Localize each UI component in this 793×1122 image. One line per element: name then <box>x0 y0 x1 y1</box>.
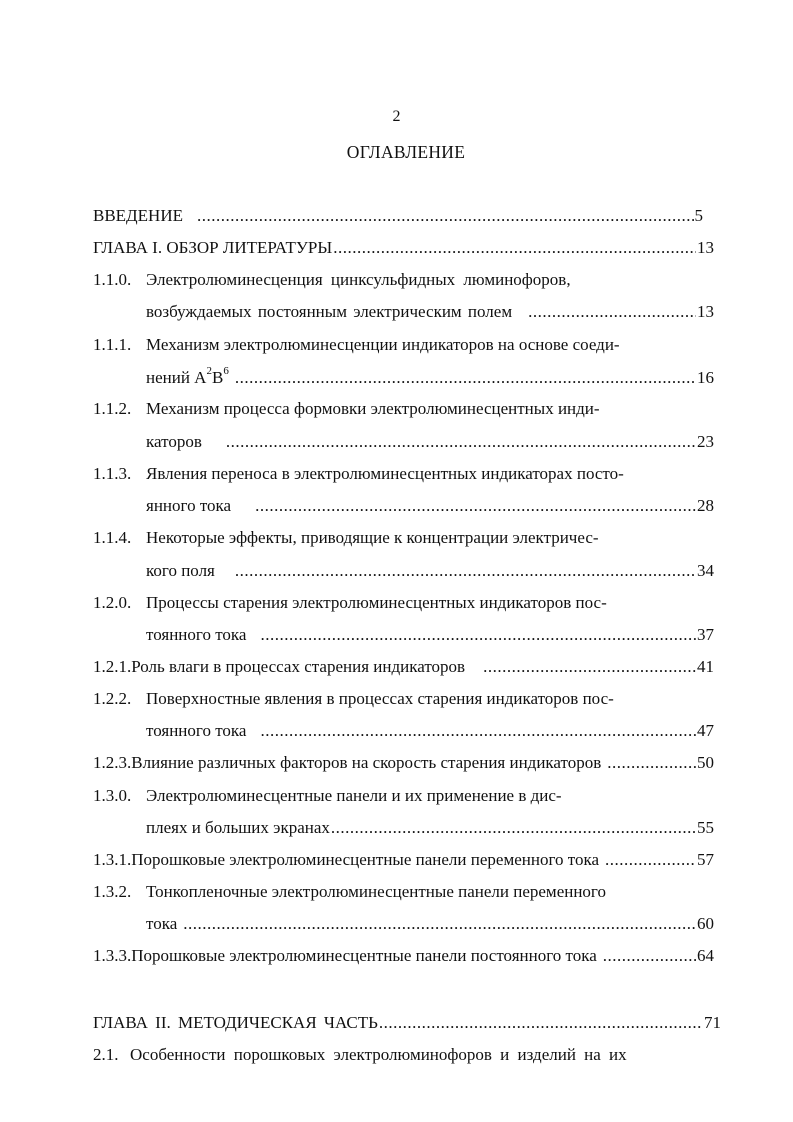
toc-entry-title-cont: плеях и больших экранах <box>146 818 330 837</box>
toc-entry-title-cont: возбуждаемых постоянным электрическим полем <box>146 302 513 321</box>
toc-entry-1-1-3[interactable] <box>93 463 714 485</box>
toc-page-number: 16 <box>697 368 714 387</box>
section-number: 1.2.1. <box>93 657 132 676</box>
section-number: 1.1.0. <box>93 270 132 289</box>
toc-entry-2-1[interactable] <box>93 1044 714 1066</box>
dot-leader <box>255 495 696 517</box>
toc-entry-1-1-2[interactable] <box>93 398 714 420</box>
toc-entry-1-1-1-cont[interactable] <box>146 367 714 389</box>
formula-superscript: 6 <box>223 365 229 378</box>
toc-entry-title: Процессы старения электролюминесцентных индикаторов пос- <box>146 593 607 612</box>
section-number: 1.3.2. <box>93 882 132 901</box>
toc-entry-title: Явления переноса в электролюминесцентных индикаторах посто- <box>146 464 624 483</box>
dot-leader <box>183 913 696 935</box>
toc-page-number: 64 <box>697 946 714 965</box>
toc-entry-1-1-0[interactable] <box>93 269 714 291</box>
toc-entry-title: Особенности порошковых электролюминофоров и изделий на их <box>130 1045 627 1064</box>
dot-leader <box>235 560 696 582</box>
toc-entry-intro[interactable] <box>93 205 703 227</box>
page-number: 2 <box>392 108 401 125</box>
toc-entry-title: Тонкопленочные электролюминесцентные панели переменного <box>146 882 606 901</box>
toc-page-number: 37 <box>697 625 714 644</box>
toc-entry-title: Некоторые эффекты, приводящие к концентрации электричес- <box>146 528 599 547</box>
toc-page-number: 47 <box>697 721 714 740</box>
section-number: 1.1.4. <box>93 528 132 547</box>
toc-entry-1-2-2-cont[interactable] <box>146 720 714 742</box>
dot-leader <box>603 945 696 967</box>
toc-entry-title: ВВЕДЕНИЕ <box>93 206 183 225</box>
toc-page-number: 60 <box>697 914 714 933</box>
section-number: 1.3.3. <box>93 946 132 965</box>
toc-page-number: 13 <box>697 238 714 257</box>
page-title: ОГЛАВЛЕНИЕ <box>346 142 466 162</box>
toc-entry-1-1-1[interactable] <box>93 334 714 356</box>
toc-page-number: 5 <box>694 206 703 225</box>
section-number: 1.1.1. <box>93 335 132 354</box>
toc-entry-title: ГЛАВА II. МЕТОДИЧЕСКАЯ ЧАСТЬ <box>93 1013 378 1032</box>
formula-part: B <box>211 368 224 387</box>
toc-entry-title: Поверхностные явления в процессах старения индикаторов пос- <box>146 689 614 708</box>
toc-page-number: 71 <box>704 1013 721 1032</box>
dot-leader <box>260 624 696 646</box>
section-number: 1.2.2. <box>93 689 132 708</box>
dot-leader <box>607 752 696 774</box>
toc-entry-title: Электролюминесцентные панели и их применение в дис- <box>146 786 562 805</box>
section-number: 1.1.2. <box>93 399 132 418</box>
toc-entry-title: Порошковые электролюминесцентные панели переменного тока <box>131 850 599 869</box>
dot-leader <box>605 849 696 871</box>
toc-entry-title: Порошковые электролюминесцентные панели постоянного тока <box>131 946 597 965</box>
toc-page-number: 57 <box>697 850 714 869</box>
toc-entry-1-3-2-cont[interactable] <box>146 913 714 935</box>
toc-page-number: 34 <box>697 561 714 580</box>
dot-leader <box>235 367 696 389</box>
dot-leader <box>528 301 696 323</box>
toc-entry-1-2-3[interactable] <box>93 752 714 774</box>
toc-page-number: 28 <box>697 496 714 515</box>
toc-page-number: 41 <box>697 657 714 676</box>
toc-entry-1-1-3-cont[interactable] <box>146 495 714 517</box>
toc-entry-title-cont: тоянного тока <box>146 721 247 740</box>
toc-page-number: 50 <box>697 753 714 772</box>
toc-entry-1-1-2-cont[interactable] <box>146 431 714 453</box>
toc-entry-1-1-4-cont[interactable] <box>146 560 714 582</box>
section-number: 1.2.0. <box>93 593 132 612</box>
toc-entry-title-cont <box>146 367 229 389</box>
toc-entry-title: Механизм электролюминесценции индикаторов на основе соеди- <box>146 335 620 354</box>
dot-leader <box>197 205 694 227</box>
section-number: 2.1. <box>93 1045 119 1064</box>
dot-leader <box>260 720 696 742</box>
toc-entry-title-cont: тоянного тока <box>146 625 247 644</box>
toc-page-number: 55 <box>697 818 714 837</box>
formula-superscript: 2 <box>206 365 212 378</box>
section-number: 1.1.3. <box>93 464 132 483</box>
toc-entry-title-cont: каторов <box>146 432 202 451</box>
toc-entry-1-2-1[interactable] <box>93 656 714 678</box>
toc-entry-chapter-1[interactable] <box>93 237 714 259</box>
dot-leader <box>331 817 696 839</box>
dot-leader <box>483 656 696 678</box>
toc-entry-1-1-4[interactable] <box>93 527 714 549</box>
toc-entry-title: ГЛАВА I. ОБЗОР ЛИТЕРАТУРЫ <box>93 238 333 257</box>
section-number: 1.3.0. <box>93 786 132 805</box>
toc-entry-chapter-2[interactable] <box>93 1012 721 1034</box>
dot-leader <box>333 237 696 259</box>
toc-entry-title-cont: янного тока <box>146 496 232 515</box>
toc-entry-1-2-2[interactable] <box>93 688 714 710</box>
formula-part: нений A <box>146 368 207 387</box>
toc-entry-1-2-0-cont[interactable] <box>146 624 714 646</box>
toc-entry-1-1-0-cont[interactable] <box>146 301 714 323</box>
dot-leader <box>226 431 696 453</box>
toc-entry-1-3-1[interactable] <box>93 849 714 871</box>
toc-entry-title: Влияние различных факторов на скорость старения индикаторов <box>131 753 602 772</box>
section-number: 1.2.3. <box>93 753 132 772</box>
toc-entry-1-3-0-cont[interactable] <box>146 817 714 839</box>
toc-entry-title-cont: кого поля <box>146 561 215 580</box>
toc-page-number: 13 <box>697 302 714 321</box>
section-number: 1.3.1. <box>93 850 132 869</box>
toc-entry-title: Роль влаги в процессах старения индикаторов <box>131 657 466 676</box>
dot-leader <box>379 1012 703 1034</box>
toc-entry-1-3-3[interactable] <box>93 945 714 967</box>
toc-entry-1-3-0[interactable] <box>93 785 714 807</box>
toc-entry-title: Электролюминесценция цинксульфидных люминофоров, <box>146 270 571 289</box>
toc-entry-1-2-0[interactable] <box>93 592 714 614</box>
toc-page-number: 23 <box>697 432 714 451</box>
toc-entry-title-cont: тока <box>146 914 178 933</box>
toc-entry-1-3-2[interactable] <box>93 881 714 903</box>
toc-entry-title: Механизм процесса формовки электролюминесцентных инди- <box>146 399 600 418</box>
